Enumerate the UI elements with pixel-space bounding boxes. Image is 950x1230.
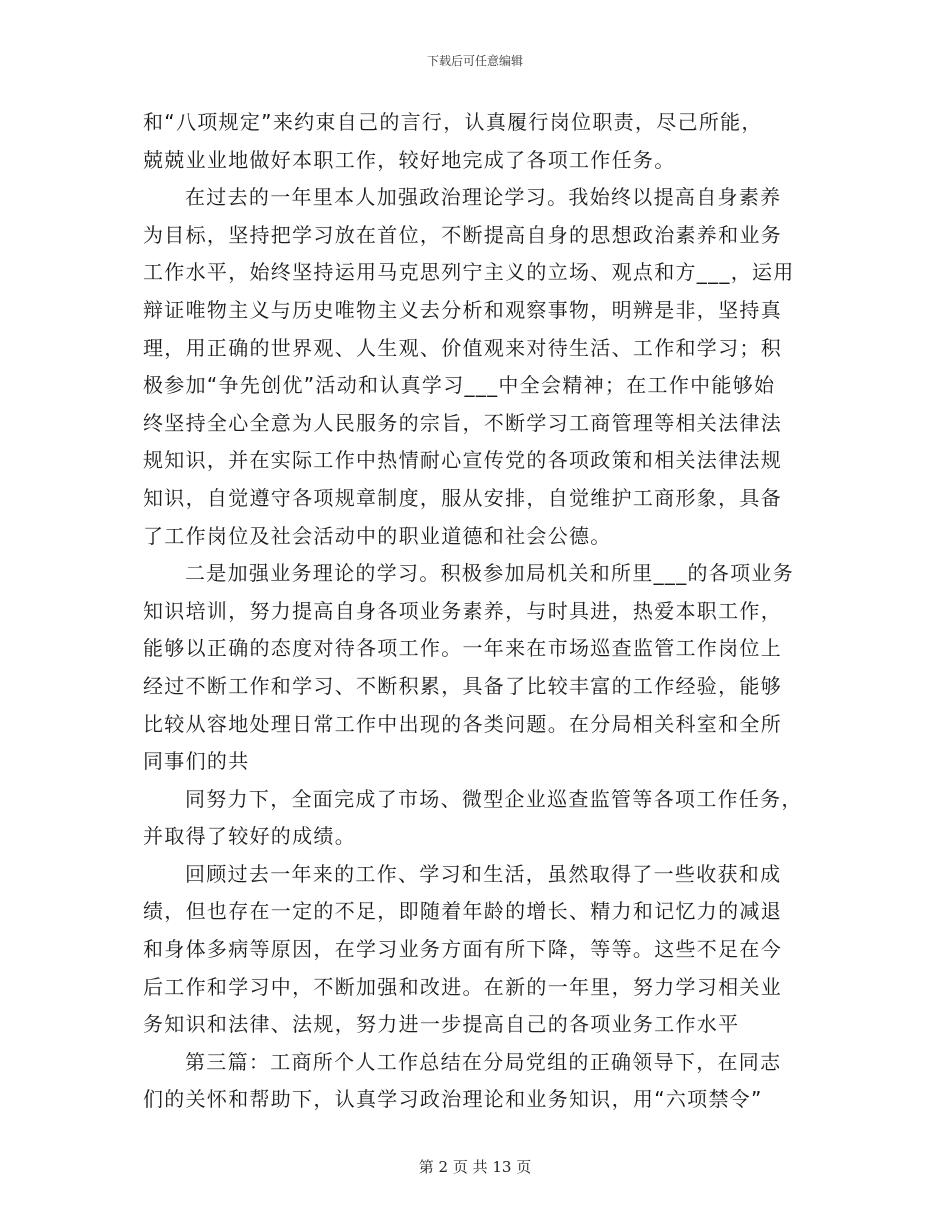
text-line: 规知识，并在实际工作中热情耐心宣传党的各项政策和相关法律法规 — [143, 448, 782, 473]
page-number: 第 2 页 共 13 页 — [418, 1158, 532, 1176]
text-line: 同事们的共 — [143, 749, 250, 774]
text-line: 经过不断工作和学习、不断积累，具备了比较丰富的工作经验，能够 — [143, 673, 782, 698]
text-line: 同努力下，全面完成了市场、微型企业巡查监管等各项工作任务， — [185, 786, 803, 811]
text-line: 和“八项规定”来约束自己的言行，认真履行岗位职责，尽己所能， — [143, 110, 763, 134]
text-line: 为目标，坚持把学习放在首位，不断提高自身的思想政治素养和业务 — [143, 222, 782, 247]
text-line: 务知识和法律、法规，努力进一步提高自己的各项业务工作水平 — [143, 1012, 740, 1037]
text-line: 能够以正确的态度对待各项工作。一年来在市场巡查监管工作岗位上 — [143, 636, 782, 661]
text-line: 极参加“争先创优”活动和认真学习___中全会精神；在工作中能够始 — [143, 373, 776, 398]
document-body — [143, 104, 815, 1119]
text-line: 终坚持全心全意为人民服务的宗旨，不断学习工商管理等相关法律法 — [143, 410, 782, 435]
page-header-note: 下载后可任意编辑 — [426, 54, 523, 68]
text-line: 后工作和学习中，不断加强和改进。在新的一年里，努力学习相关业 — [143, 974, 782, 999]
text-line: 了工作岗位及社会活动中的职业道德和社会公德。 — [143, 523, 612, 548]
text-line: 工作水平，始终坚持运用马克思列宁主义的立场、观点和方___，运用 — [143, 260, 795, 285]
text-line: 知识培训，努力提高自身各项业务素养，与时具进，热爱本职工作， — [143, 598, 782, 623]
text-line: 回顾过去一年来的工作、学习和生活，虽然取得了一些收获和成 — [185, 861, 782, 886]
text-line: 二是加强业务理论的学习。积极参加局机关和所里___的各项业务 — [185, 561, 794, 586]
text-line: 在过去的一年里本人加强政治理论学习。我始终以提高自身素养 — [185, 185, 782, 210]
text-line: 们的关怀和帮助下，认真学习政治理论和业务知识，用“六项禁令” — [143, 1087, 763, 1112]
text-line: 理，用正确的世界观、人生观、价值观来对待生活、工作和学习；积 — [143, 335, 782, 360]
text-line: 绩，但也存在一定的不足，即随着年龄的增长、精力和记忆力的减退 — [143, 899, 782, 924]
text-line: 兢兢业业地做好本职工作，较好地完成了各项工作任务。 — [143, 147, 676, 172]
text-line: 比较从容地处理日常工作中出现的各类问题。在分局相关科室和全所 — [143, 711, 782, 736]
text-line: 辩证唯物主义与历史唯物主义去分析和观察事物，明辨是非，坚持真 — [143, 297, 782, 322]
text-line: 第三篇：工商所个人工作总结在分局党组的正确领导下，在同志 — [185, 1049, 782, 1074]
text-line: 并取得了较好的成绩。 — [143, 824, 356, 849]
text-line: 和身体多病等原因，在学习业务方面有所下降，等等。这些不足在今 — [143, 937, 782, 962]
text-line: 知识，自觉遵守各项规章制度，服从安排，自觉维护工商形象，具备 — [143, 485, 782, 510]
